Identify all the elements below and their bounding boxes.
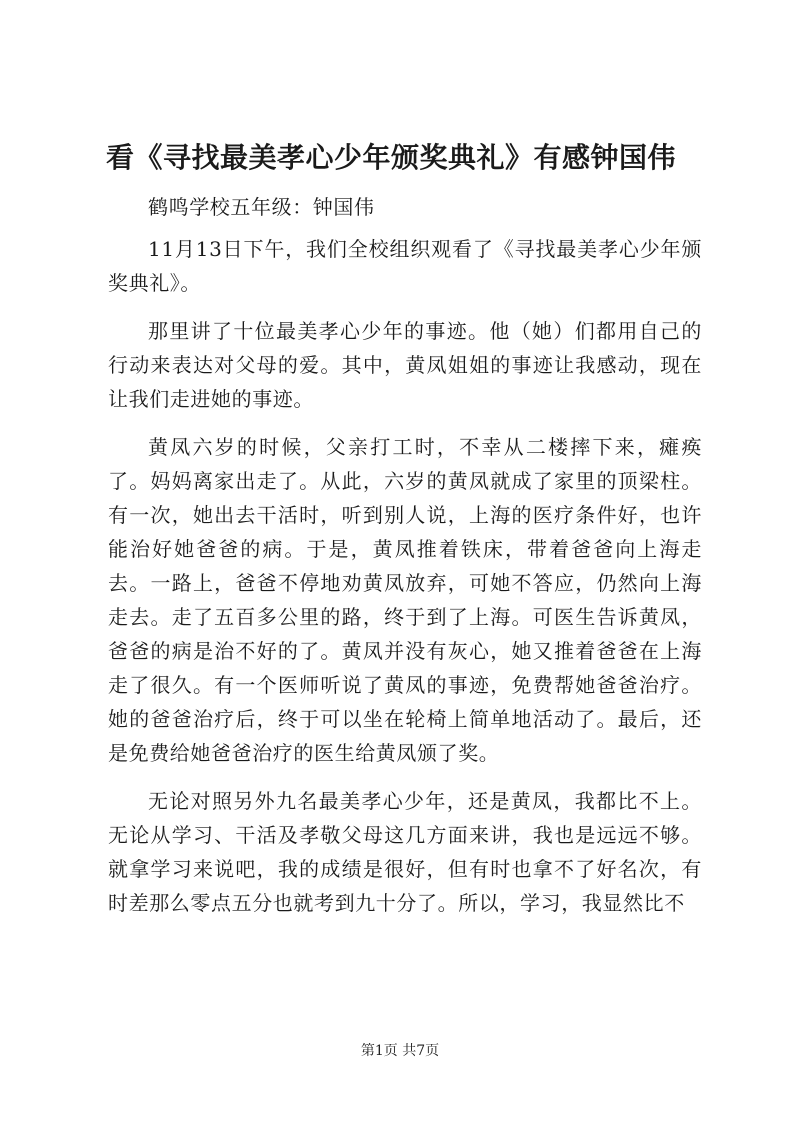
- paragraph-2: 那里讲了十位最美孝心少年的事迹。他（她）们都用自己的行动来表达对父母的爱。其中，黄凤姐姐的事迹让我感动，现在让我们走进她的事迹。: [108, 319, 702, 411]
- page-number-footer: 第1页 共7页: [360, 1043, 440, 1059]
- author-line: 鹤鸣学校五年级：钟国伟: [148, 195, 375, 219]
- paragraph-4: 无论对照另外九名最美孝心少年，还是黄凤，我都比不上。无论从学习、干活及孝敬父母这几方面来讲，我也是远远不够。就拿学习来说吧，我的成绩是很好，但有时也拿不了好名次，有时差那么零点五分也就考到九十分了。所以，学习，我显然比不: [108, 789, 702, 915]
- paragraph-3: 黄凤六岁的时候，父亲打工时，不幸从二楼摔下来，瘫痪了。妈妈离家出走了。从此，六岁的黄凤就成了家里的顶梁柱。有一次，她出去干活时，听到别人说，上海的医疗条件好，也许能治好她爸爸的病。于是，黄凤推着铁床，带着爸爸向上海走去。一路上，爸爸不停地劝黄凤放弃，可她不答应，仍然向上海走去。走了五百多公里的路，终于到了上海。可医生告诉黄凤，爸爸的病是治不好的了。黄凤并没有灰心，她又推着爸爸在上海走了很久。有一个医师听说了黄凤的事迹，免费帮她爸爸治疗。她的爸爸治疗后，终于可以坐在轮椅上简单地活动了。最后，还是免费给她爸爸治疗的医生给黄凤颁了奖。: [108, 435, 702, 765]
- paragraph-1: 11月13日下午，我们全校组织观看了《寻找最美孝心少年颁奖典礼》。: [108, 237, 702, 295]
- document-body: [108, 190, 702, 920]
- document-title: 看《寻找最美孝心少年颁奖典礼》有感钟国伟: [106, 141, 677, 174]
